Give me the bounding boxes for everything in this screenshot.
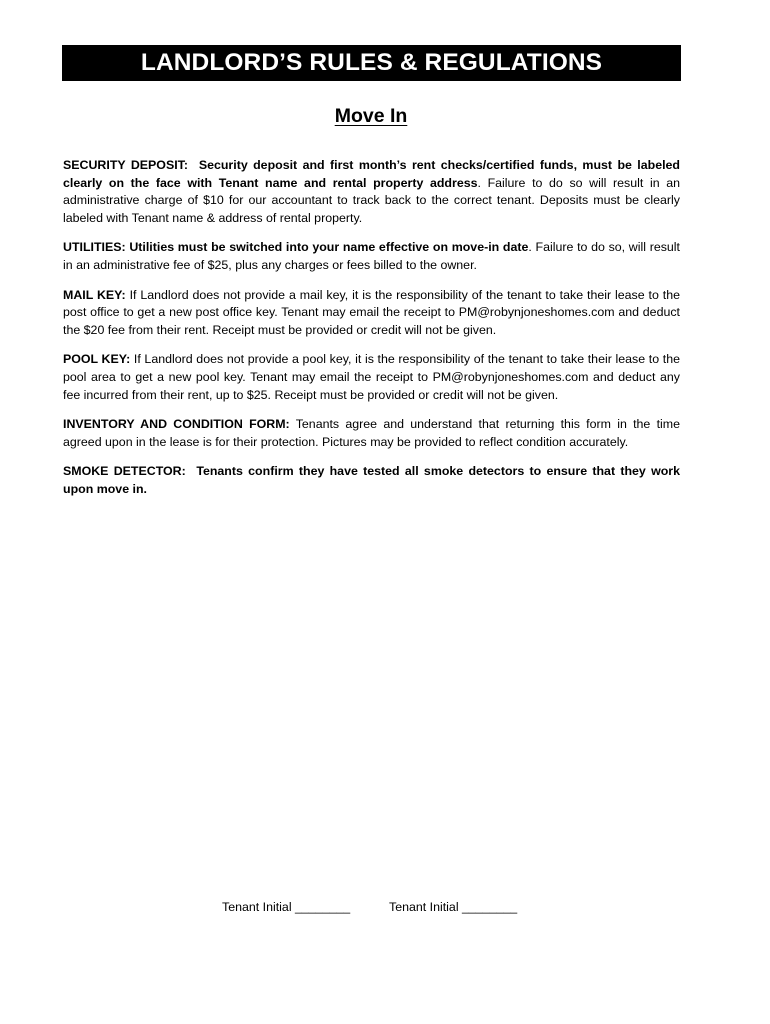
text-inventory-condition: Tenants agree and understand that returning this form in the time agreed upon in the lease is for their protection. Pictures may be provided to reflect condition accurately. [63, 417, 680, 449]
tenant-initial-field-1[interactable]: Tenant Initial ________ [222, 900, 351, 914]
paragraph-security-deposit [63, 157, 680, 227]
label-security-deposit: SECURITY DEPOSIT: [63, 158, 188, 172]
label-inventory-condition: INVENTORY AND CONDITION FORM: [63, 417, 290, 432]
text-utilities: . Failure to do so, will result in an administrative fee of $25, plus any charges or fees billed to the owner. [63, 240, 680, 272]
bold-text-security-deposit: Security deposit and first month’s rent checks/certified funds, must be labeled clearly on the face with Tenant name and rental property address [63, 158, 681, 190]
paragraph-utilities [63, 239, 680, 274]
paragraph-smoke-detector [63, 463, 680, 498]
label-mail-key: MAIL KEY: [63, 287, 126, 302]
text-mail-key: If Landlord does not provide a mail key, it is the responsibility of the tenant to take their lease to the post office to get a new post office key. Tenant may email the receipt to PM@robynjoneshomes.com and deduct the $20 fee from their rent. Receipt must be provided or credit will not be given. [63, 287, 681, 337]
page-title [62, 45, 681, 81]
label-utilities: UTILITIES: [63, 240, 126, 255]
paragraph-inventory-condition [63, 416, 680, 451]
label-pool-key: POOL KEY: [63, 352, 131, 367]
section-heading-move-in: Move In [334, 105, 408, 127]
tenant-initial-field-2[interactable]: Tenant Initial ________ [389, 900, 518, 914]
text-security-deposit: . Failure to do so will result in an administrative charge of $10 for our accountant to track back to the correct tenant. Deposits must be clearly labeled with Tenant name & address of rental property. [63, 175, 680, 225]
bold-text-utilities: Utilities must be switched into your name effective on move-in date [129, 240, 529, 255]
label-smoke-detector: SMOKE DETECTOR: [63, 464, 186, 479]
rules-body [63, 157, 680, 511]
bold-text-smoke-detector: Tenants confirm they have tested all smoke detectors to ensure that they work upon move in. [63, 464, 681, 496]
text-pool-key: If Landlord does not provide a pool key, it is the responsibility of the tenant to take their lease to the pool area to get a new pool key. Tenant may email the receipt to PM@robynjoneshomes.com and deduct any fee incurred from their rent, up to $25. Receipt must be provided or credit will not be given. [63, 352, 680, 402]
paragraph-mail-key [63, 287, 680, 340]
paragraph-pool-key [63, 351, 680, 404]
page-title-text: LANDLORD’S RULES & REGULATIONS [140, 49, 603, 76]
